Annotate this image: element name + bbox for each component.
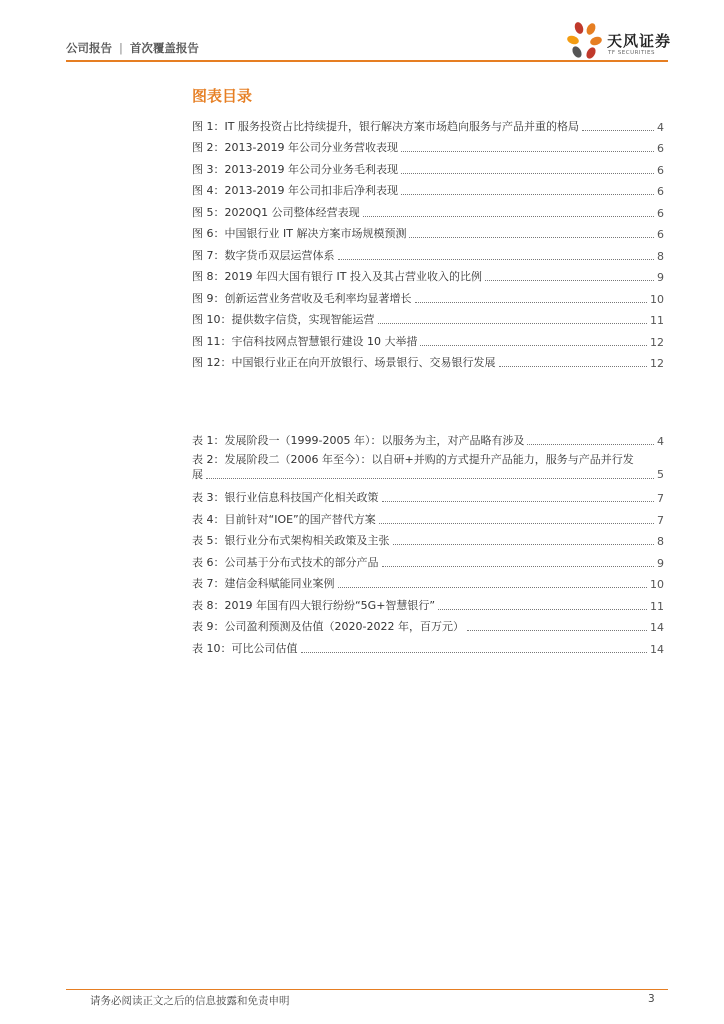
entry-label: 图 8：2019 年四大国有银行 IT 投入及其占营业收入的比例 [192, 270, 482, 283]
entry-label: 图 5：2020Q1 公司整体经营表现 [192, 205, 360, 219]
table-list [192, 426, 664, 656]
dot-leader [379, 523, 654, 524]
toc-figure-entry[interactable] [192, 198, 664, 220]
entry-label: 图 11：宇信科技网点智慧银行建设 10 大举措 [192, 334, 418, 348]
logo-flower-icon [565, 20, 605, 62]
dot-leader [499, 366, 648, 367]
dot-leader [401, 173, 654, 174]
dot-leader [378, 323, 648, 324]
figure-list [192, 112, 664, 370]
entry-label: 表 3：银行业信息科技国产化相关政策 [192, 491, 379, 504]
entry-label: 图 4：2013-2019 年公司扣非后净利表现 [192, 184, 398, 197]
entry-label: 表 10：可比公司估值 [192, 641, 298, 655]
dot-leader [206, 478, 654, 479]
report-category: 公司报告 [66, 41, 112, 55]
dot-leader [527, 444, 654, 445]
entry-label: 表 7：建信金科赋能同业案例 [192, 577, 335, 590]
dot-leader [467, 630, 647, 631]
entry-page: 9 [657, 271, 664, 284]
report-type: 首次覆盖报告 [129, 41, 199, 55]
dot-leader [393, 544, 655, 545]
entry-page: 6 [657, 228, 664, 241]
dot-leader [409, 237, 654, 238]
entry-page: 10 [650, 292, 664, 306]
entry-page: 8 [657, 535, 664, 548]
toc-table-entry[interactable] [192, 548, 664, 570]
entry-page: 5 [657, 467, 664, 481]
entry-label: 表 1：发展阶段一（1999-2005 年）：以服务为主，对产品略有涉及 [192, 433, 525, 447]
toc-figure-entry[interactable] [192, 177, 664, 199]
entry-label: 图 1：IT 服务投资占比持续提升，银行解决方案市场趋向服务与产品并重的格局 [192, 119, 579, 133]
entry-page: 8 [657, 249, 664, 263]
toc-figure-entry[interactable] [192, 155, 664, 177]
toc-figure-entry[interactable] [192, 327, 664, 349]
entry-page: 6 [657, 142, 664, 155]
logo-name: 天风证券 [607, 32, 672, 50]
entry-page: 10 [650, 578, 664, 591]
dot-leader [382, 566, 655, 567]
toc-figure-entry[interactable] [192, 263, 664, 285]
entry-page: 9 [657, 556, 664, 570]
entry-label: 图 2：2013-2019 年公司分业务营收表现 [192, 141, 398, 154]
dot-leader [301, 652, 648, 653]
dot-leader [438, 609, 647, 610]
report-header-label [66, 40, 199, 56]
toc-table-entry[interactable] [192, 426, 664, 448]
entry-page: 6 [657, 163, 664, 177]
toc-figure-entry[interactable] [192, 349, 664, 371]
toc-figure-entry[interactable] [192, 306, 664, 328]
entry-label: 图 6：中国银行业 IT 解决方案市场规模预测 [192, 227, 407, 240]
footer-divider [66, 989, 668, 990]
logo-subtitle: TF SECURITIES [608, 50, 655, 56]
toc-table-entry[interactable] [192, 527, 664, 549]
entry-label: 表 5：银行业分布式架构相关政策及主张 [192, 534, 390, 547]
dot-leader [401, 194, 654, 195]
dot-leader [363, 216, 654, 217]
entry-label: 表 6：公司基于分布式技术的部分产品 [192, 555, 379, 569]
entry-label: 图 3：2013-2019 年公司分业务毛利表现 [192, 162, 398, 176]
entry-label: 表 8：2019 年国有四大银行纷纷“5G+智慧银行” [192, 598, 436, 612]
entry-label: 图 12：中国银行业正在向开放银行、场景银行、交易银行发展 [192, 356, 496, 369]
entry-label: 图 7：数字货币双层运营体系 [192, 248, 335, 262]
toc-figure-entry[interactable] [192, 241, 664, 263]
entry-page: 7 [657, 513, 664, 527]
entry-page: 12 [650, 357, 664, 370]
dot-leader [382, 501, 655, 502]
entry-page: 7 [657, 492, 664, 505]
company-logo [565, 20, 675, 62]
toc-table-entry[interactable] [192, 591, 664, 613]
entry-label: 图 9：创新运营业务营收及毛利率均显著增长 [192, 291, 412, 305]
entry-page: 12 [650, 335, 664, 349]
dot-leader [401, 151, 654, 152]
toc-figure-entry[interactable] [192, 134, 664, 156]
dot-leader [420, 345, 647, 346]
toc-figure-entry[interactable] [192, 112, 664, 134]
toc-figure-entry[interactable] [192, 220, 664, 242]
dot-leader [338, 587, 648, 588]
entry-page: 11 [650, 599, 664, 613]
entry-page: 6 [657, 185, 664, 198]
toc-table-entry[interactable] [192, 613, 664, 635]
entry-page: 4 [657, 120, 664, 134]
footer-disclaimer: 请务必阅读正文之后的信息披露和免责申明 [90, 995, 290, 1007]
dot-leader [485, 280, 654, 281]
entry-label: 表 9：公司盈利预测及估值（2020-2022 年，百万元） [192, 620, 464, 633]
header-separator: | [119, 41, 123, 55]
toc-table-entry[interactable] [192, 448, 664, 484]
dot-leader [582, 130, 654, 131]
toc-table-entry[interactable] [192, 570, 664, 592]
dot-leader [338, 259, 655, 260]
entry-label-continued: 展 [192, 467, 203, 481]
entry-page: 6 [657, 206, 664, 220]
entry-page: 14 [650, 621, 664, 634]
header-divider [66, 60, 668, 62]
entry-label: 表 4：目前针对“IOE”的国产替代方案 [192, 512, 376, 526]
entry-label: 图 10：提供数字信贷，实现智能运营 [192, 313, 375, 326]
toc-figure-entry[interactable] [192, 284, 664, 306]
entry-label: 表 2：发展阶段二（2006 年至今）：以自研+并购的方式提升产品能力，服务与产品并行发 [192, 452, 634, 466]
page-number: 3 [648, 993, 655, 1005]
toc-table-entry[interactable] [192, 505, 664, 527]
entry-page: 14 [650, 642, 664, 656]
entry-page: 11 [650, 314, 664, 327]
dot-leader [415, 302, 648, 303]
entry-page: 4 [657, 434, 664, 448]
toc-title: 图表目录 [192, 87, 253, 105]
toc-table-entry[interactable] [192, 634, 664, 656]
toc-table-entry[interactable] [192, 484, 664, 506]
